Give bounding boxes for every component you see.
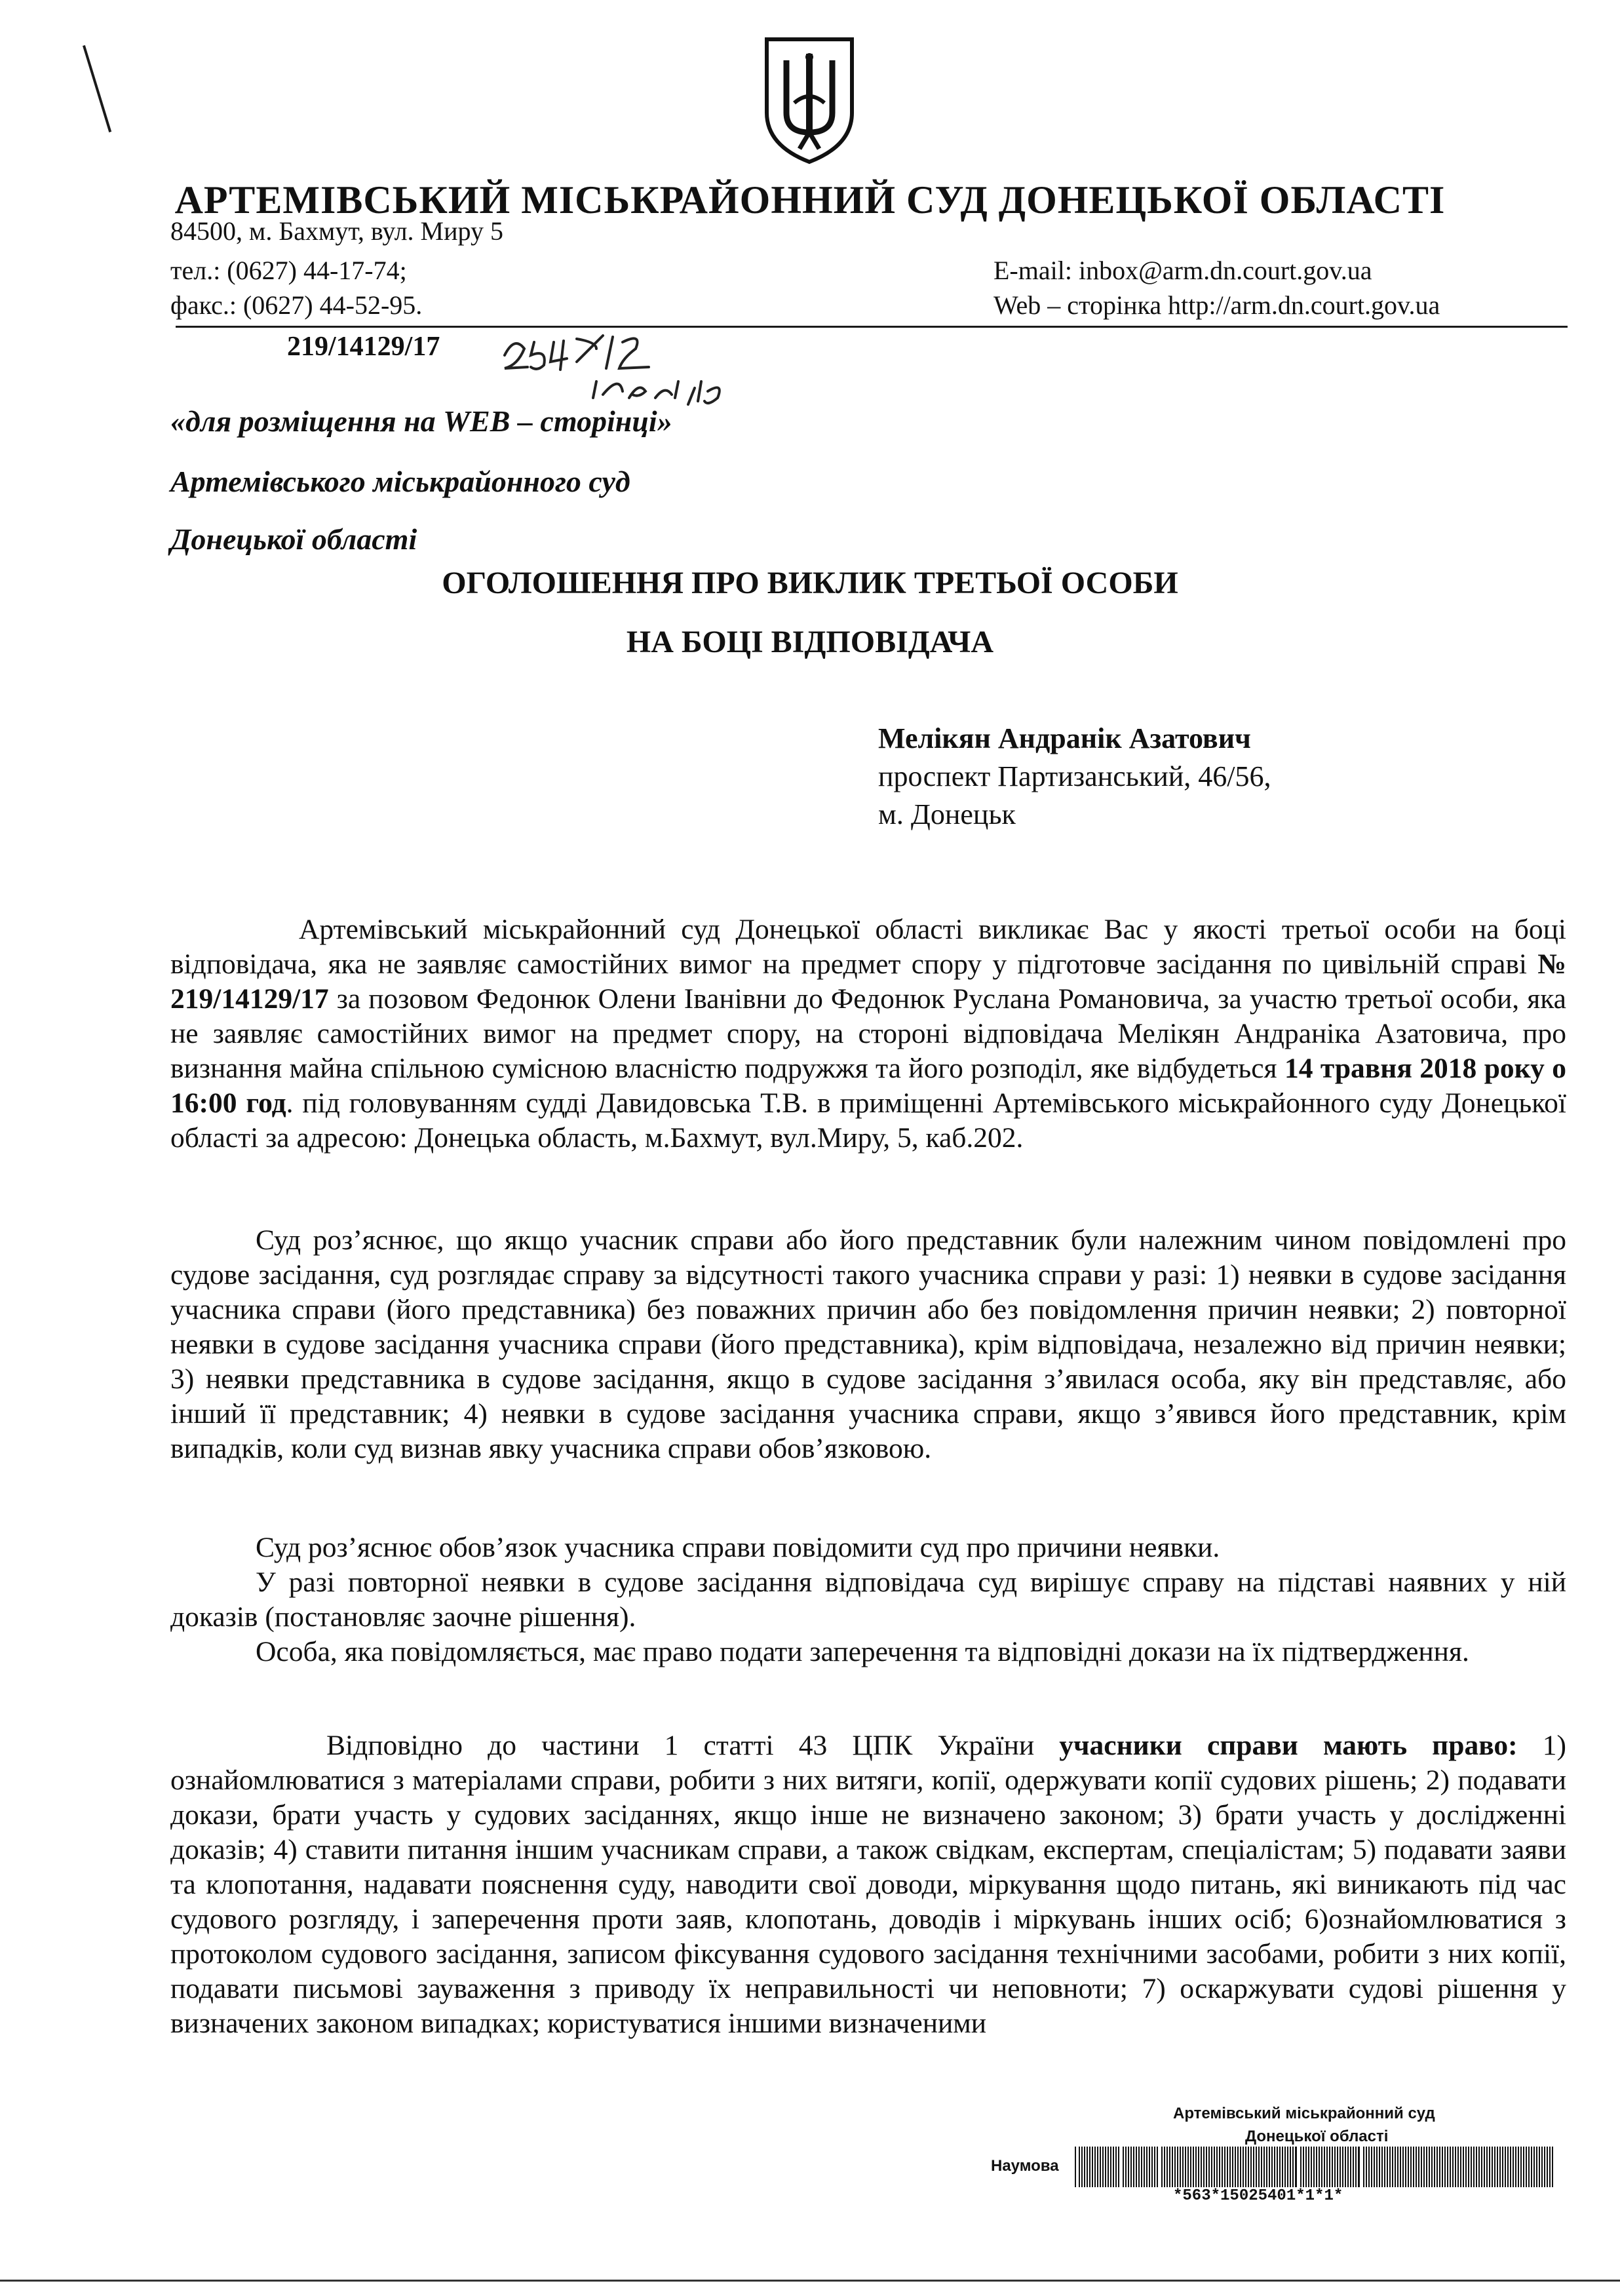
rights-list: 1) ознайомлюватися з матеріалами справи, робити з них витяги, копії, одержувати копії судових рішень; 2) подавати докази, брати участь у судових засіданнях, якщо інше не визначено законом; 3) брати участь у дослідженні доказів; 4) ставити питання іншим учасникам справи, а також свідкам, експертам, спеціалістам; 5) подавати заяви та клопотання, надавати пояснення суду, наводити свої доводи, міркування щодо питань, які виникають під час судового розгляду, і заперечення проти заяв, клопотань, доводів і міркувань інших осіб; 6)ознайомлюватися з протоколом судового засідання, записом фіксування судового засідання технічними засобами, робити з них копії, подавати письмові зауваження з приводу їх неправильності чи неповноти; 7) оскаржувати судові рішення у визначених законом випадках; користуватися іншими визначеними	[170, 1730, 1566, 2039]
barcode-bar	[1457, 2147, 1459, 2187]
barcode-bar	[1237, 2147, 1239, 2187]
barcode-bar	[1374, 2147, 1375, 2187]
objection-rights-paragraph: Особа, яка повідомляється, має право подати заперечення та відповідні докази на їх підтвердження.	[256, 1636, 1469, 1667]
barcode-bar	[1350, 2147, 1351, 2187]
barcode-bar	[1340, 2147, 1341, 2187]
barcode-bar	[1232, 2147, 1233, 2187]
barcode-bar	[1523, 2147, 1524, 2187]
barcode-bar	[1279, 2147, 1281, 2187]
barcode-bar	[1295, 2147, 1297, 2187]
stamp-clerk-name: Наумова	[991, 2157, 1059, 2175]
barcode-bar	[1308, 2147, 1309, 2187]
barcode-bar	[1154, 2147, 1155, 2187]
summons-case-number: № 219/14129/17	[170, 948, 1566, 1015]
barcode-bar	[1141, 2147, 1142, 2187]
barcode-bar	[1468, 2147, 1469, 2187]
barcode-bar	[1089, 2147, 1090, 2187]
barcode-bar	[1429, 2147, 1430, 2187]
barcode-bar	[1180, 2147, 1181, 2187]
barcode-bar	[1405, 2147, 1406, 2187]
summons-text: Артемівський міськрайонний суд Донецької області викликає Вас у якості третьої особи на боці відповідача, яка не заявляє самостійних вимог на предмет спору у підготовче засідання по цивільній справі	[170, 914, 1566, 980]
barcode-bar	[1444, 2147, 1446, 2187]
barcode-bar	[1151, 2147, 1153, 2187]
barcode-bar	[1219, 2147, 1220, 2187]
scan-edge	[0, 2280, 1620, 2282]
barcode-bar	[1321, 2147, 1322, 2187]
barcode-bar	[1287, 2147, 1288, 2187]
barcode-bar	[1136, 2147, 1137, 2187]
barcode-bar	[1248, 2147, 1249, 2187]
court-email: E-mail: inbox@arm.dn.court.gov.ua	[993, 256, 1372, 285]
barcode-bar	[1290, 2147, 1291, 2187]
barcode-bar	[1463, 2147, 1464, 2187]
barcode-bar	[1190, 2147, 1191, 2187]
court-phone: тел.: (0627) 44-17-74;	[170, 256, 407, 285]
barcode-bar	[1167, 2147, 1168, 2187]
barcode-bar	[1526, 2147, 1527, 2187]
barcode-bar	[1423, 2147, 1425, 2187]
barcode-bar	[1172, 2147, 1173, 2187]
summons-text-cont: за позовом Федонюк Олени Іванівни до Федонюк Руслана Романовича, за участю третьої особи, яка не заявляє самостійних вимог на предмет спору, на стороні відповідача Мелікян Андраніка Азатовича, про визнання майна спільною сумісною власністю подружжя та його розподіл, яке відбудеться	[170, 983, 1566, 1084]
barcode-bar	[1277, 2147, 1278, 2187]
barcode-bar	[1177, 2147, 1178, 2187]
stamp-region: Донецької області	[1245, 2128, 1389, 2145]
barcode-bar	[1316, 2147, 1317, 2187]
barcode-bar	[1507, 2147, 1509, 2187]
barcode-bar	[1128, 2147, 1129, 2187]
pen-mark	[83, 45, 111, 132]
barcode-bar	[1123, 2147, 1124, 2187]
barcode-bar	[1081, 2147, 1083, 2187]
barcode-bar	[1345, 2147, 1346, 2187]
barcode-bar	[1513, 2147, 1514, 2187]
coat-of-arms-icon	[760, 34, 858, 165]
barcode-bar	[1381, 2147, 1383, 2187]
barcode-bar	[1313, 2147, 1315, 2187]
barcode-bar	[1256, 2147, 1257, 2187]
barcode-bar	[1379, 2147, 1380, 2187]
barcode-bar	[1227, 2147, 1228, 2187]
barcode-bar	[1303, 2147, 1304, 2187]
barcode-bar	[1324, 2147, 1325, 2187]
barcode-bar	[1355, 2147, 1357, 2187]
barcode-bar	[1182, 2147, 1184, 2187]
stamp-court-name: Артемівський міськрайонний суд	[1173, 2105, 1435, 2122]
barcode-bar	[1258, 2147, 1260, 2187]
barcode-bar	[1481, 2147, 1482, 2187]
barcode-bar	[1229, 2147, 1231, 2187]
barcode-bar	[1505, 2147, 1506, 2187]
barcode-bar	[1465, 2147, 1467, 2187]
barcode-bar	[1133, 2147, 1134, 2187]
barcode-bar	[1187, 2147, 1189, 2187]
barcode-bar	[1102, 2147, 1104, 2187]
barcode-bar	[1413, 2147, 1414, 2187]
barcode-bar	[1397, 2147, 1398, 2187]
barcode-bar	[1520, 2147, 1522, 2187]
rights-intro: Відповідно до частини 1 статті 43 ЦПК України	[326, 1730, 1060, 1761]
barcode-bar	[1531, 2147, 1532, 2187]
barcode-bar	[1334, 2147, 1336, 2187]
barcode-bar	[1263, 2147, 1265, 2187]
barcode-bar	[1484, 2147, 1485, 2187]
barcode-bar	[1243, 2147, 1244, 2187]
barcode-bar	[1455, 2147, 1456, 2187]
barcode-bar	[1371, 2147, 1372, 2187]
barcode-bar	[1494, 2147, 1495, 2187]
barcode-bar	[1332, 2147, 1333, 2187]
barcode-bar	[1460, 2147, 1461, 2187]
header-divider	[176, 326, 1568, 328]
barcode-bar	[1447, 2147, 1448, 2187]
barcode-bar	[1442, 2147, 1443, 2187]
barcode-bar	[1206, 2147, 1207, 2187]
barcode-bar	[1087, 2147, 1088, 2187]
barcode-bar	[1201, 2147, 1202, 2187]
barcode-bar	[1421, 2147, 1422, 2187]
barcode-bar	[1174, 2147, 1176, 2187]
barcode-bar	[1541, 2147, 1543, 2187]
barcode-bar	[1198, 2147, 1199, 2187]
barcode-bar	[1113, 2147, 1114, 2187]
barcode-bar	[1510, 2147, 1511, 2187]
barcode-bar	[1366, 2147, 1367, 2187]
hearing-datetime: 14 травня 2018 року о 16:00 год	[170, 1053, 1567, 1119]
barcode-bar	[1337, 2147, 1338, 2187]
barcode-bar	[1282, 2147, 1283, 2187]
barcode-bar	[1536, 2147, 1537, 2187]
barcode-bar	[1434, 2147, 1435, 2187]
rights-heading: учасники справи мають право:	[1059, 1730, 1518, 1761]
barcode-bar	[1125, 2147, 1127, 2187]
barcode-bar	[1319, 2147, 1320, 2187]
barcode-bar	[1164, 2147, 1165, 2187]
barcode-bar	[1269, 2147, 1270, 2187]
barcode-bar	[1473, 2147, 1475, 2187]
barcode-bar	[1079, 2147, 1080, 2187]
barcode-bar	[1105, 2147, 1106, 2187]
barcode-bar	[1169, 2147, 1170, 2187]
barcode-bar	[1363, 2147, 1364, 2187]
barcode-bar	[1075, 2147, 1076, 2187]
barcode-bar	[1489, 2147, 1490, 2187]
barcode-bar	[1408, 2147, 1409, 2187]
barcode-bar	[1115, 2147, 1117, 2187]
barcode-bar	[1518, 2147, 1519, 2187]
barcode-bar	[1392, 2147, 1393, 2187]
barcode-bar	[1547, 2147, 1548, 2187]
web-placement-note: «для розміщення на WEB – сторінці»	[170, 404, 672, 438]
barcode-bar	[1471, 2147, 1472, 2187]
web-placement-region: Донецької області	[170, 522, 417, 556]
barcode-bar	[1097, 2147, 1098, 2187]
barcode-bar	[1384, 2147, 1385, 2187]
barcode-bar	[1216, 2147, 1218, 2187]
absence-rules-paragraph: Суд роз’яснює, що якщо учасник справи або його представник були належним чином повідомлені про судове засідання, суд розглядає справу за відсутності такого учасника справи у разі: 1) неявки в судове засідання учасника справи (його представника) без поважних причин або без повідомлення причин неявки; 2) повторної неявки в судове засідання учасника справи (його представника), крім відповідача, незалежно від причин неявки; 3) неявки представника в судове засідання, якщо в судове засідання з’явилася особа, яку він представляє, або інший її представник; 4) неявки в судове засідання учасника справи, якщо з’явився його представник, крім випадків, коли суд визнав явку учасника справи обов’язковою.	[170, 1224, 1566, 1464]
barcode-bar	[1347, 2147, 1349, 2187]
barcode-bar	[1084, 2147, 1085, 2187]
barcode-bar	[1300, 2147, 1302, 2187]
barcode-bar	[1476, 2147, 1477, 2187]
barcode	[1075, 2147, 1560, 2187]
barcode-bar	[1539, 2147, 1540, 2187]
court-website: Web – сторінка http://arm.dn.court.gov.ua	[993, 290, 1440, 320]
web-placement-court: Артемівського міськрайонного суд	[170, 465, 630, 498]
barcode-bar	[1203, 2147, 1205, 2187]
barcode-bar	[1387, 2147, 1388, 2187]
case-number: 219/14129/17	[287, 332, 440, 362]
barcode-bar	[1284, 2147, 1286, 2187]
barcode-bar	[1094, 2147, 1096, 2187]
barcode-bar	[1311, 2147, 1312, 2187]
barcode-bar	[1552, 2147, 1553, 2187]
barcode-bar	[1110, 2147, 1111, 2187]
barcode-bar	[1329, 2147, 1330, 2187]
duty-paragraph: Суд роз’яснює обов’язок учасника справи повідомити суд про причини неявки.	[256, 1532, 1220, 1563]
summons-paragraph	[170, 912, 1566, 1156]
barcode-number: *563*15025401*1*1*	[1173, 2187, 1343, 2205]
document-heading: ОГОЛОШЕННЯ ПРО ВИКЛИК ТРЕТЬОЇ ОСОБИ	[442, 566, 1178, 600]
barcode-bar	[1528, 2147, 1530, 2187]
barcode-bar	[1250, 2147, 1252, 2187]
barcode-bar	[1144, 2147, 1145, 2187]
barcode-bar	[1271, 2147, 1273, 2187]
barcode-bar	[1426, 2147, 1427, 2187]
barcode-bar	[1149, 2147, 1150, 2187]
barcode-bar	[1193, 2147, 1194, 2187]
barcode-bar	[1499, 2147, 1501, 2187]
court-title: АРТЕМІВСЬКИЙ МІСЬКРАЙОННИЙ СУД ДОНЕЦЬКОЇ ОБЛАСТІ	[174, 178, 1446, 222]
barcode-bar	[1214, 2147, 1215, 2187]
barcode-bar	[1224, 2147, 1225, 2187]
barcode-bar	[1376, 2147, 1378, 2187]
barcode-bar	[1353, 2147, 1354, 2187]
barcode-bar	[1118, 2147, 1119, 2187]
barcode-bar	[1389, 2147, 1391, 2187]
barcode-bar	[1450, 2147, 1451, 2187]
barcode-bar	[1368, 2147, 1370, 2187]
barcode-bar	[1138, 2147, 1140, 2187]
summons-text-end: . під головуванням судді Давидовська Т.В. в приміщенні Артемівського міськрайонного суду Донецької області за адресою: Донецька область, м.Бахмут, вул.Миру, 5, каб.202.	[170, 1087, 1566, 1154]
barcode-bar	[1222, 2147, 1223, 2187]
barcode-bar	[1100, 2147, 1101, 2187]
barcode-bar	[1253, 2147, 1254, 2187]
addressee-street: проспект Партизанський, 46/56,	[878, 760, 1271, 792]
barcode-bar	[1492, 2147, 1493, 2187]
barcode-bar	[1358, 2147, 1360, 2187]
court-fax: факс.: (0627) 44-52-95.	[170, 290, 423, 320]
barcode-bar	[1431, 2147, 1433, 2187]
barcode-bar	[1305, 2147, 1307, 2187]
document-subheading: НА БОЦІ ВІДПОВІДАЧА	[626, 625, 994, 659]
barcode-bar	[1418, 2147, 1419, 2187]
barcode-bar	[1416, 2147, 1417, 2187]
barcode-bar	[1245, 2147, 1246, 2187]
addressee-name: Мелікян Андранік Азатович	[878, 722, 1251, 754]
barcode-bar	[1533, 2147, 1535, 2187]
addressee-city: м. Донецьк	[878, 798, 1016, 830]
barcode-bar	[1211, 2147, 1212, 2187]
barcode-bar	[1497, 2147, 1498, 2187]
barcode-bar	[1274, 2147, 1275, 2187]
barcode-bar	[1544, 2147, 1545, 2187]
barcode-bar	[1502, 2147, 1503, 2187]
barcode-bar	[1410, 2147, 1412, 2187]
barcode-bar	[1402, 2147, 1404, 2187]
barcode-bar	[1342, 2147, 1343, 2187]
barcode-bar	[1146, 2147, 1148, 2187]
barcode-bar	[1161, 2147, 1163, 2187]
barcode-bar	[1157, 2147, 1158, 2187]
barcode-bar	[1261, 2147, 1262, 2187]
court-address: 84500, м. Бахмут, вул. Миру 5	[170, 216, 503, 246]
barcode-bar	[1266, 2147, 1267, 2187]
barcode-bar	[1486, 2147, 1488, 2187]
barcode-bar	[1092, 2147, 1093, 2187]
barcode-bar	[1439, 2147, 1440, 2187]
barcode-bar	[1400, 2147, 1401, 2187]
barcode-bar	[1208, 2147, 1210, 2187]
barcode-bar	[1437, 2147, 1438, 2187]
barcode-bar	[1292, 2147, 1294, 2187]
barcode-bar	[1452, 2147, 1454, 2187]
barcode-bar	[1130, 2147, 1132, 2187]
barcode-bar	[1549, 2147, 1551, 2187]
barcode-bar	[1326, 2147, 1328, 2187]
participant-rights-paragraph	[170, 1728, 1566, 2041]
default-judgment-paragraph: У разі повторної неявки в судове засідання відповідача суд вирішує справу на підставі наявних у ній доказів (постановляє заочне рішення).	[170, 1566, 1566, 1633]
barcode-bar	[1395, 2147, 1396, 2187]
barcode-bar	[1195, 2147, 1197, 2187]
barcode-bar	[1478, 2147, 1480, 2187]
barcode-bar	[1240, 2147, 1241, 2187]
barcode-bar	[1515, 2147, 1516, 2187]
barcode-bar	[1108, 2147, 1109, 2187]
barcode-bar	[1235, 2147, 1236, 2187]
barcode-bar	[1185, 2147, 1186, 2187]
